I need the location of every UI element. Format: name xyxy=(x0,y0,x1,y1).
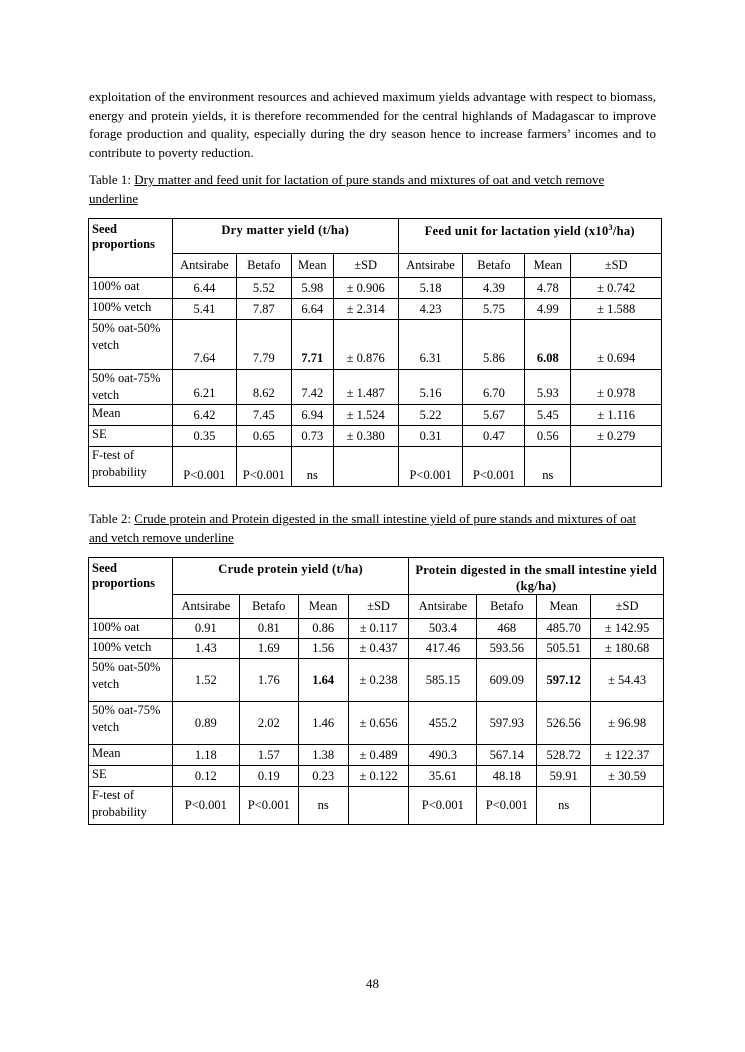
table-row xyxy=(89,447,662,487)
table-cell: 597.93 xyxy=(477,702,537,745)
table-cell: 5.41 xyxy=(172,299,236,320)
row-label: Mean xyxy=(89,745,173,766)
table-cell: 6.94 xyxy=(291,405,333,426)
table2-subheader-0: Antsirabe xyxy=(172,595,239,619)
table-cell: 48.18 xyxy=(477,766,537,787)
table-cell: 455.2 xyxy=(409,702,477,745)
table-cell: 6.70 xyxy=(463,370,525,405)
table-cell: 609.09 xyxy=(477,659,537,702)
table-cell: P<0.001 xyxy=(398,447,463,487)
table2-caption xyxy=(89,510,656,547)
table-cell: 4.23 xyxy=(398,299,463,320)
table1-subheader-4: Antsirabe xyxy=(398,254,463,278)
table-row xyxy=(89,405,662,426)
table-row xyxy=(89,766,664,787)
table-cell: 6.21 xyxy=(172,370,236,405)
table-cell: 5.45 xyxy=(525,405,571,426)
table-row xyxy=(89,745,664,766)
table-cell: 4.39 xyxy=(463,278,525,299)
row-label: F-test of probability xyxy=(89,787,173,825)
t2-row-header: Seed proportions xyxy=(89,558,173,619)
table-cell: ± 1.487 xyxy=(333,370,398,405)
table-cell: 417.46 xyxy=(409,639,477,659)
table-cell: ± 0.656 xyxy=(348,702,409,745)
table-cell: ± 0.876 xyxy=(333,320,398,370)
table-cell: 7.42 xyxy=(291,370,333,405)
table-cell: ns xyxy=(298,787,348,825)
table-cell: 8.62 xyxy=(236,370,291,405)
table-cell: 528.72 xyxy=(537,745,591,766)
row-label: Mean xyxy=(89,405,173,426)
table-cell: 6.08 xyxy=(525,320,571,370)
table-cell: ± 142.95 xyxy=(591,619,664,639)
row-label: 100% oat xyxy=(89,619,173,639)
table-cell: 0.56 xyxy=(525,426,571,447)
table-cell: 585.15 xyxy=(409,659,477,702)
table-cell xyxy=(333,447,398,487)
table-cell: 1.57 xyxy=(239,745,298,766)
table-cell: 5.86 xyxy=(463,320,525,370)
table-cell: 593.56 xyxy=(477,639,537,659)
table-row xyxy=(89,702,664,745)
table-row xyxy=(89,426,662,447)
table2-subheader-5: Betafo xyxy=(477,595,537,619)
table-cell: 1.56 xyxy=(298,639,348,659)
table-cell: ns xyxy=(537,787,591,825)
row-label: SE xyxy=(89,766,173,787)
row-label: SE xyxy=(89,426,173,447)
table-cell: 5.52 xyxy=(236,278,291,299)
table-cell: 1.46 xyxy=(298,702,348,745)
table-cell: ± 0.694 xyxy=(571,320,662,370)
t1-group-feed-unit: Feed unit for lactation yield $(x10^3/ha)$ xyxy=(398,219,661,254)
table-cell: P<0.001 xyxy=(409,787,477,825)
table-cell xyxy=(348,787,409,825)
table-cell: 4.78 xyxy=(525,278,571,299)
table-cell: 597.12 xyxy=(537,659,591,702)
table-cell: 5.22 xyxy=(398,405,463,426)
table-cell: 0.47 xyxy=(463,426,525,447)
table-cell: ± 1.588 xyxy=(571,299,662,320)
table-cell: ± 30.59 xyxy=(591,766,664,787)
table-cell: 6.44 xyxy=(172,278,236,299)
row-label: 50% oat-75% vetch xyxy=(89,702,173,745)
table-row xyxy=(89,278,662,299)
table-row xyxy=(89,787,664,825)
table-cell: ± 1.116 xyxy=(571,405,662,426)
table1-caption xyxy=(89,171,656,208)
table-cell: ± 2.314 xyxy=(333,299,398,320)
table-cell: ± 122.37 xyxy=(591,745,664,766)
table-cell: 1.76 xyxy=(239,659,298,702)
table1-subheader-5: Betafo xyxy=(463,254,525,278)
page-number: 48 xyxy=(366,976,379,991)
table-cell: 567.14 xyxy=(477,745,537,766)
table-cell: 6.31 xyxy=(398,320,463,370)
table-cell: P<0.001 xyxy=(172,787,239,825)
t1-row-header: Seed proportions xyxy=(89,219,173,278)
table-cell: 0.31 xyxy=(398,426,463,447)
table2-subheader-3: ±SD xyxy=(348,595,409,619)
table-cell: 0.23 xyxy=(298,766,348,787)
table-cell: P<0.001 xyxy=(172,447,236,487)
row-label: F-test of probability xyxy=(89,447,173,487)
table-cell: ± 0.437 xyxy=(348,639,409,659)
table-cell: 1.69 xyxy=(239,639,298,659)
table-cell: ± 0.978 xyxy=(571,370,662,405)
table-cell: ns xyxy=(525,447,571,487)
row-label: 50% oat-50% vetch xyxy=(89,320,173,370)
table-cell: 0.35 xyxy=(172,426,236,447)
table1 xyxy=(88,218,662,487)
table-cell: 4.99 xyxy=(525,299,571,320)
row-label: 50% oat-50% vetch xyxy=(89,659,173,702)
table-row xyxy=(89,619,664,639)
table1-subheader-7: ±SD xyxy=(571,254,662,278)
table-cell: P<0.001 xyxy=(463,447,525,487)
table-row xyxy=(89,299,662,320)
t2-group-protein-digested: Protein digested in the small intestine yield (kg/ha) xyxy=(409,558,664,595)
table2-subheader-4: Antsirabe xyxy=(409,595,477,619)
table2-caption-prefix: Table 2: xyxy=(89,511,135,526)
table-row xyxy=(89,639,664,659)
table-cell: 5.93 xyxy=(525,370,571,405)
table-cell: ± 0.906 xyxy=(333,278,398,299)
table-cell: 5.75 xyxy=(463,299,525,320)
table1-subheader-1: Betafo xyxy=(236,254,291,278)
table-cell: 7.79 xyxy=(236,320,291,370)
table-cell: 2.02 xyxy=(239,702,298,745)
table-cell: ± 0.117 xyxy=(348,619,409,639)
table1-caption-prefix: Table 1: xyxy=(89,172,135,187)
table-cell: 6.42 xyxy=(172,405,236,426)
table-cell: 0.65 xyxy=(236,426,291,447)
table-cell: 0.86 xyxy=(298,619,348,639)
table-cell: 7.87 xyxy=(236,299,291,320)
table-cell: 5.18 xyxy=(398,278,463,299)
table-cell: 7.45 xyxy=(236,405,291,426)
table1-subheader-0: Antsirabe xyxy=(172,254,236,278)
table-cell: 526.56 xyxy=(537,702,591,745)
table-cell: ns xyxy=(291,447,333,487)
table-cell: 1.64 xyxy=(298,659,348,702)
table-cell: 5.98 xyxy=(291,278,333,299)
table-cell: 0.73 xyxy=(291,426,333,447)
table-cell: 1.18 xyxy=(172,745,239,766)
row-label: 100% vetch xyxy=(89,639,173,659)
table-cell: 485.70 xyxy=(537,619,591,639)
table-cell: 0.19 xyxy=(239,766,298,787)
table-cell: P<0.001 xyxy=(239,787,298,825)
t2-group-crude-protein: Crude protein yield (t/ha) xyxy=(172,558,409,595)
table-cell xyxy=(571,447,662,487)
row-label: 100% oat xyxy=(89,278,173,299)
table-cell: 503.4 xyxy=(409,619,477,639)
table-cell: 490.3 xyxy=(409,745,477,766)
table2-subheader-7: ±SD xyxy=(591,595,664,619)
table-cell xyxy=(591,787,664,825)
table-cell: 5.67 xyxy=(463,405,525,426)
table-cell: 0.81 xyxy=(239,619,298,639)
table-cell: 1.52 xyxy=(172,659,239,702)
table-cell: 505.51 xyxy=(537,639,591,659)
table1-subheader-6: Mean xyxy=(525,254,571,278)
table2-subheader-6: Mean xyxy=(537,595,591,619)
table-cell: ± 96.98 xyxy=(591,702,664,745)
table-cell: ± 0.122 xyxy=(348,766,409,787)
row-label: 50% oat-75% vetch xyxy=(89,370,173,405)
table-row xyxy=(89,659,664,702)
table2-caption-title: Crude protein and Protein digested in the small intestine yield of pure stands and mixtures of oat and vetch remove underline xyxy=(89,511,637,545)
table1-caption-title: Dry matter and feed unit for lactation of pure stands and mixtures of oat and vetch remove underline xyxy=(89,172,605,206)
table-cell: ± 1.524 xyxy=(333,405,398,426)
table-cell: 0.91 xyxy=(172,619,239,639)
table-cell: 0.89 xyxy=(172,702,239,745)
table-cell: 5.16 xyxy=(398,370,463,405)
table-cell: ± 54.43 xyxy=(591,659,664,702)
body-paragraph: exploitation of the environment resources and achieved maximum yields advantage with respect to biomass, energy and protein yields, it is therefore recommended for the central highlands of Madagascar to improve forage production and quality, especially during the dry season hence to increase farmers’ incomes and to contribute to poverty reduction. xyxy=(89,89,656,160)
table-cell: 6.64 xyxy=(291,299,333,320)
table-cell: ± 0.238 xyxy=(348,659,409,702)
table-cell: 59.91 xyxy=(537,766,591,787)
table2-subheader-2: Mean xyxy=(298,595,348,619)
table-cell: 0.12 xyxy=(172,766,239,787)
table-cell: P<0.001 xyxy=(477,787,537,825)
table-row xyxy=(89,370,662,405)
table-cell: 35.61 xyxy=(409,766,477,787)
row-label: 100% vetch xyxy=(89,299,173,320)
table-cell: 1.38 xyxy=(298,745,348,766)
table1-subheader-3: ±SD xyxy=(333,254,398,278)
table-cell: ± 180.68 xyxy=(591,639,664,659)
table-row xyxy=(89,320,662,370)
table2 xyxy=(88,557,664,825)
table-cell: 7.64 xyxy=(172,320,236,370)
table-cell: 1.43 xyxy=(172,639,239,659)
table-cell: ± 0.742 xyxy=(571,278,662,299)
table-cell: ± 0.489 xyxy=(348,745,409,766)
table-cell: 468 xyxy=(477,619,537,639)
table-cell: P<0.001 xyxy=(236,447,291,487)
t1-group-dry-matter: Dry matter yield (t/ha) xyxy=(172,219,398,254)
table-cell: 7.71 xyxy=(291,320,333,370)
table2-subheader-1: Betafo xyxy=(239,595,298,619)
table-cell: ± 0.279 xyxy=(571,426,662,447)
table-cell: ± 0.380 xyxy=(333,426,398,447)
table1-subheader-2: Mean xyxy=(291,254,333,278)
